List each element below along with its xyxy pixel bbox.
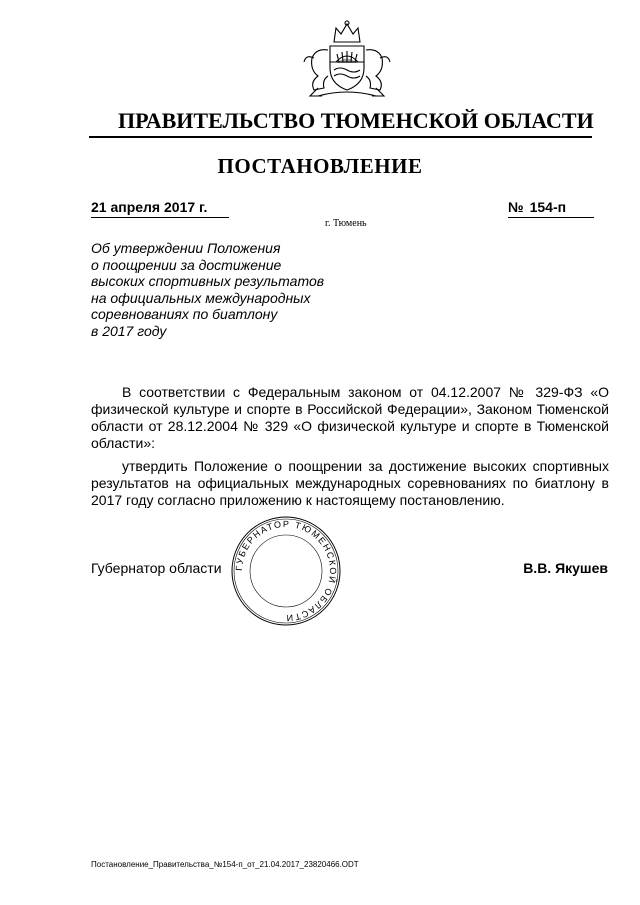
- subject-line: о поощрении за достижение: [91, 256, 282, 273]
- signatory-name: В.В. Якушев: [523, 560, 608, 576]
- document-date: 21 апреля 2017 г.: [91, 199, 229, 218]
- document-subject: [91, 240, 351, 339]
- subject-line: на официальных международных: [91, 289, 311, 306]
- document-number: [508, 199, 594, 218]
- number-value: 154-п: [529, 199, 567, 215]
- document-city: г. Тюмень: [325, 218, 367, 229]
- header-rule: [89, 136, 592, 138]
- subject-line: высоких спортивных результатов: [91, 273, 325, 289]
- subject-line: в 2017 году: [91, 322, 167, 339]
- stamp-text: ГУБЕРНАТОР ТЮМЕНСКОЙ ОБЛАСТИ: [233, 518, 339, 624]
- document-type: ПОСТАНОВЛЕНИЕ: [217, 154, 423, 178]
- subject-line: Об утверждении Положения: [91, 240, 281, 256]
- subject-line: соревнованиях по биатлону: [91, 306, 278, 322]
- body-paragraph-basis: В соответствии с Федеральным законом от 04.12.2007 № 329-ФЗ «О физической культуре и спорте в Российской Федерации», Законом Тюменской области от 28.12.2004 № 329 «О физической культуре и спорте в Тюменской области»:: [91, 384, 609, 451]
- body-paragraph-resolution: утвердить Положение о поощрении за достижение высоких спортивных результатов на официальных международных соревнованиях по биатлону в 2017 году согласно приложению к настоящему постановлению.: [91, 458, 609, 508]
- footer-filename: Постановление_Правительства_№154-п_от_21.04.2017_23820466.ODT: [91, 860, 359, 869]
- number-sign: №: [508, 199, 524, 215]
- government-title: ПРАВИТЕЛЬСТВО ТЮМЕНСКОЙ ОБЛАСТИ: [118, 108, 594, 133]
- coat-of-arms-icon: [296, 18, 398, 100]
- signatory-position: Губернатор области: [91, 560, 222, 576]
- signature-stamp-icon: [230, 515, 342, 627]
